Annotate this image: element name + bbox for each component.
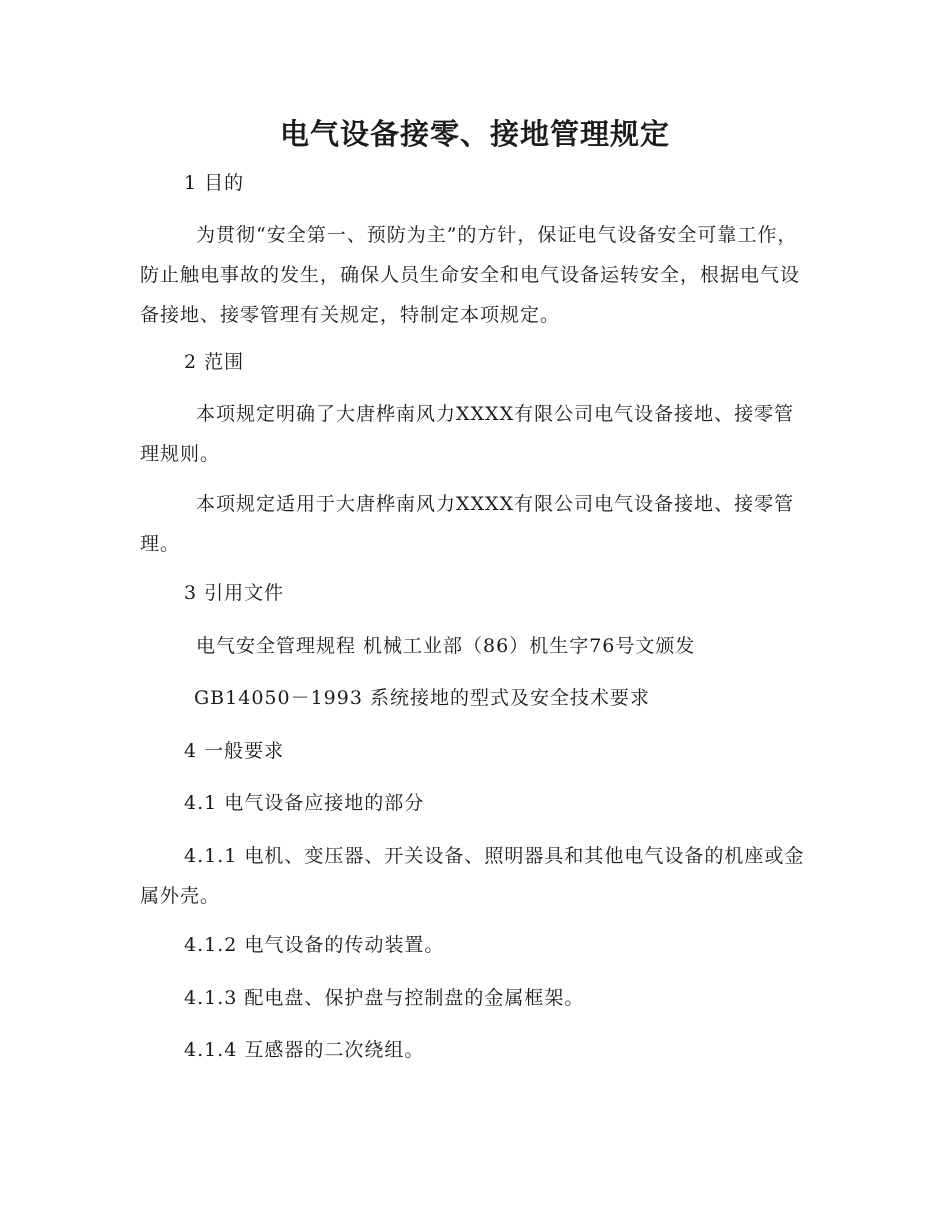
reference-2: GB14050－1993 系统接地的型式及安全技术要求: [194, 687, 650, 709]
section-1-paragraph: 为贯彻“安全第一、预防为主”的方针，保证电气设备安全可靠工作，防止触电事故的发生，确保人员生命安全和电气设备运转安全，根据电气设备接地、接零管理有关规定，特制定本项规定。: [140, 224, 801, 326]
item-4-1-4: 4.1.4 互感器的二次绕组。: [184, 1039, 425, 1061]
section-2-paragraph-2: 本项规定适用于大唐桦南风力XXXX有限公司电气设备接地、接零管理。: [140, 493, 795, 555]
section-3-heading: 3 引用文件: [184, 582, 285, 604]
item-4-1-3: 4.1.3 配电盘、保护盘与控制盘的金属框架。: [184, 987, 585, 1009]
reference-1: 电气安全管理规程 机械工业部（86）机生字76号文颁发: [196, 635, 696, 657]
section-1-heading: 1 目的: [184, 172, 245, 194]
item-4-1-1: 4.1.1 电机、变压器、开关设备、照明器具和其他电气设备的机座或金属外壳。: [140, 845, 805, 907]
section-2-heading: 2 范围: [184, 351, 245, 373]
section-4-heading: 4 一般要求: [184, 740, 285, 762]
document-title: 电气设备接零、接地管理规定: [279, 117, 670, 151]
section-2-paragraph-1: 本项规定明确了大唐桦南风力XXXX有限公司电气设备接地、接零管理规则。: [140, 403, 795, 465]
item-4-1-2: 4.1.2 电气设备的传动装置。: [184, 934, 445, 956]
subsection-4-1-heading: 4.1 电气设备应接地的部分: [184, 792, 425, 814]
